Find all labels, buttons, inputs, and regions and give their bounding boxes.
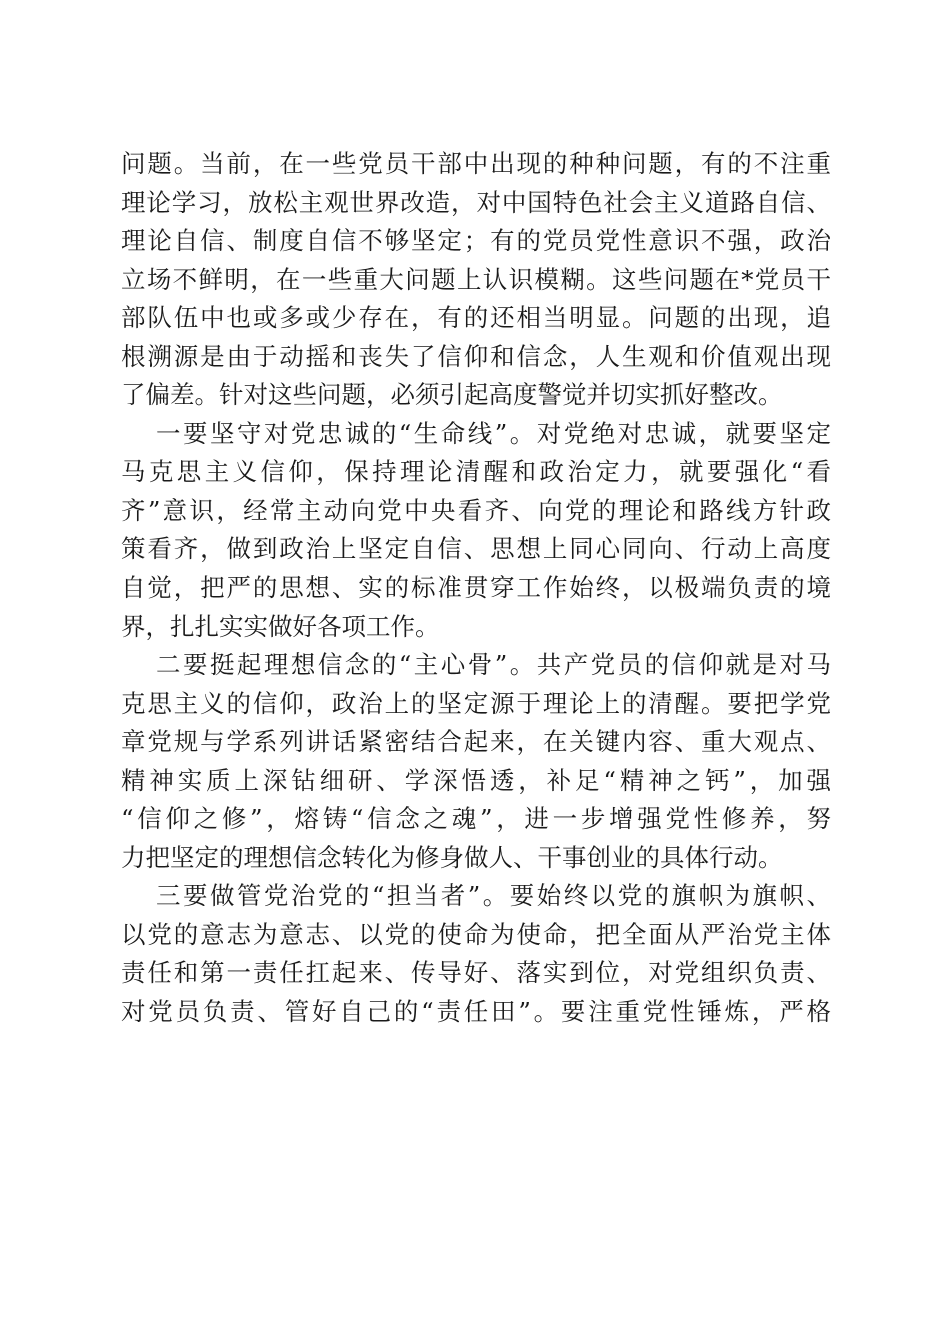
paragraph-1 <box>121 145 831 415</box>
text-line: 一要坚守对党忠诚的“生命线”。对党绝对忠诚，就要坚定 <box>156 418 831 448</box>
text-line: “信仰之修”，熔铸“信念之魂”，进一步增强党性修养，努 <box>121 804 831 834</box>
text-line: 理论学习，放松主观世界改造，对中国特色社会主义道路自信、 <box>121 187 831 217</box>
paragraph-2 <box>121 415 831 646</box>
text-line: 自觉，把严的思想、实的标准贯穿工作始终，以极端负责的境 <box>121 573 831 603</box>
text-line: 根溯源是由于动摇和丧失了信仰和信念，人生观和价值观出现 <box>121 341 831 371</box>
text-line: 对党员负责、管好自己的“责任田”。要注重党性锤炼，严格 <box>121 997 831 1027</box>
text-line: 力把坚定的理想信念转化为修身做人、干事创业的具体行动。 <box>121 842 783 872</box>
paragraph-4 <box>121 877 831 1031</box>
text-line: 以党的意志为意志、以党的使命为使命，把全面从严治党主体 <box>121 919 831 949</box>
text-line: 立场不鲜明，在一些重大问题上认识模糊。这些问题在*党员干 <box>121 264 831 294</box>
text-line: 理论自信、制度自信不够坚定；有的党员党性意识不强，政治 <box>121 226 831 256</box>
paragraph-3 <box>121 646 831 877</box>
text-line: 问题。当前，在一些党员干部中出现的种种问题，有的不注重 <box>121 149 831 178</box>
text-line: 精神实质上深钻细研、学深悟透，补足“精神之钙”，加强 <box>121 765 831 795</box>
text-line: 责任和第一责任扛起来、传导好、落实到位，对党组织负责、 <box>121 958 831 988</box>
text-line: 部队伍中也或多或少存在，有的还相当明显。问题的出现，追 <box>121 303 831 333</box>
text-line: 三要做管党治党的“担当者”。要始终以党的旗帜为旗帜、 <box>156 881 831 911</box>
text-line: 章党规与学系列讲话紧密结合起来，在关键内容、重大观点、 <box>121 727 831 757</box>
text-line: 二要挺起理想信念的“主心骨”。共产党员的信仰就是对马 <box>156 650 831 680</box>
text-line: 界，扎扎实实做好各项工作。 <box>121 611 440 641</box>
text-line: 克思主义的信仰，政治上的坚定源于理论上的清醒。要把学党 <box>121 688 831 718</box>
text-line: 策看齐，做到政治上坚定自信、思想上同心同向、行动上高度 <box>121 534 831 564</box>
document-body <box>121 145 831 1032</box>
text-line: 了偏差。针对这些问题，必须引起高度警觉并切实抓好整改。 <box>121 380 783 410</box>
text-line: 马克思主义信仰，保持理论清醒和政治定力，就要强化“看 <box>121 457 831 487</box>
text-line: 齐”意识，经常主动向党中央看齐、向党的理论和路线方针政 <box>121 495 831 525</box>
